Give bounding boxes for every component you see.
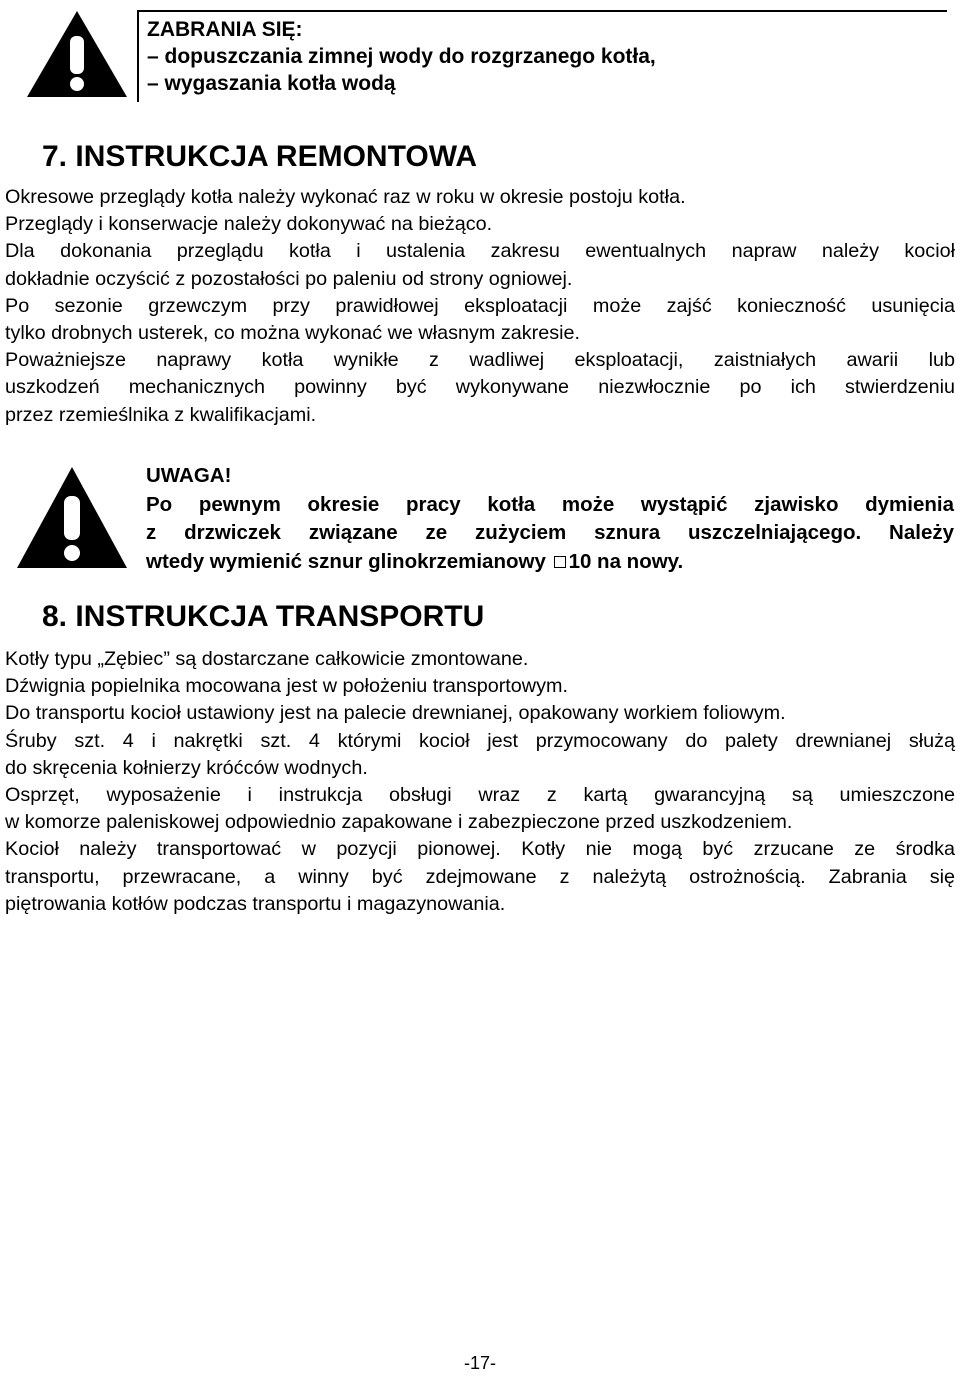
text-line: do skręcenia kołnierzy króćców wodnych. [5,756,368,779]
text-line: Po sezonie grzewczym przy prawidłowej eksploatacji może zajść konieczność usunięcia [5,294,955,317]
uwaga-box [146,462,954,576]
warning-box [137,10,947,102]
section-body [5,646,955,918]
warning-item: – wygaszania kotła wodą [147,72,396,95]
uwaga-line: z drzwiczek związane ze zużyciem sznura uszczelniającego. Należy [146,521,954,544]
text-line: Do transportu kocioł ustawiony jest na palecie drewnianej, opakowany workiem foliowym. [5,702,786,725]
section-body [5,184,955,429]
warning-heading: ZABRANIA SIĘ: [147,18,303,41]
text-line: Przeglądy i konserwacje należy dokonywać na bieżąco. [5,213,493,236]
warning-triangle-icon [24,8,130,100]
text-line: Osprzęt, wyposażenie i instrukcja obsługi wraz z kartą gwarancyjną są umieszczone [5,783,955,806]
text-line: dokładnie oczyścić z pozostałości po paleniu od strony ogniowej. [5,267,573,290]
warning-item: – dopuszczania zimnej wody do rozgrzanego kotła, [147,45,656,68]
text-line: Dźwignia popielnika mocowana jest w położeniu transportowym. [5,675,568,698]
text-line: piętrowania kotłów podczas transportu i magazynowania. [5,892,506,915]
warning-triangle-icon [14,464,130,572]
uwaga-text: wtedy wymienić sznur glinokrzemianowy [146,549,546,573]
text-line: Kotły typu „Zębiec” są dostarczane całkowicie zmontowane. [5,648,529,670]
text-line: w komorze paleniskowej odpowiednio zapakowane i zabezpieczone przed uszkodzeniem. [5,811,793,834]
text-line: Śruby szt. 4 i nakrętki szt. 4 którymi kocioł jest przymocowany do palety drewnianej służą [5,729,955,752]
uwaga-line [146,548,954,577]
text-line: tylko drobnych usterek, co można wykonać we własnym zakresie. [5,321,580,344]
text-line: przez rzemieślnika z kwalifikacjami. [5,403,317,426]
square-symbol-icon [554,556,566,568]
text-line: transportu, przewracane, a winny być zdejmowane z należytą ostrożnością. Zabrania się [5,865,955,888]
text-line: Dla dokonania przeglądu kotła i ustalenia zakresu ewentualnych napraw należy kocioł [5,240,955,263]
section-title: 7. INSTRUKCJA REMONTOWA [42,140,478,173]
text-line: Kocioł należy transportować w pozycji pionowej. Kotły nie mogą być zrzucane ze środka [5,838,955,861]
text-line: Okresowe przeglądy kotła należy wykonać raz w roku w okresie postoju kotła. [5,186,686,208]
section-title: 8. INSTRUKCJA TRANSPORTU [42,600,485,633]
text-line: Poważniejsze naprawy kotła wynikłe z wadliwej eksploatacji, zaistniałych awarii lub [5,349,955,372]
page-number: -17- [463,1353,496,1373]
uwaga-line: Po pewnym okresie pracy kotła może wystąpić zjawisko dymienia [146,492,954,516]
uwaga-text: 10 na nowy. [568,549,684,573]
uwaga-heading: UWAGA! [146,464,232,487]
text-line: uszkodzeń mechanicznych powinny być wykonywane niezwłocznie po ich stwierdzeniu [5,376,955,399]
